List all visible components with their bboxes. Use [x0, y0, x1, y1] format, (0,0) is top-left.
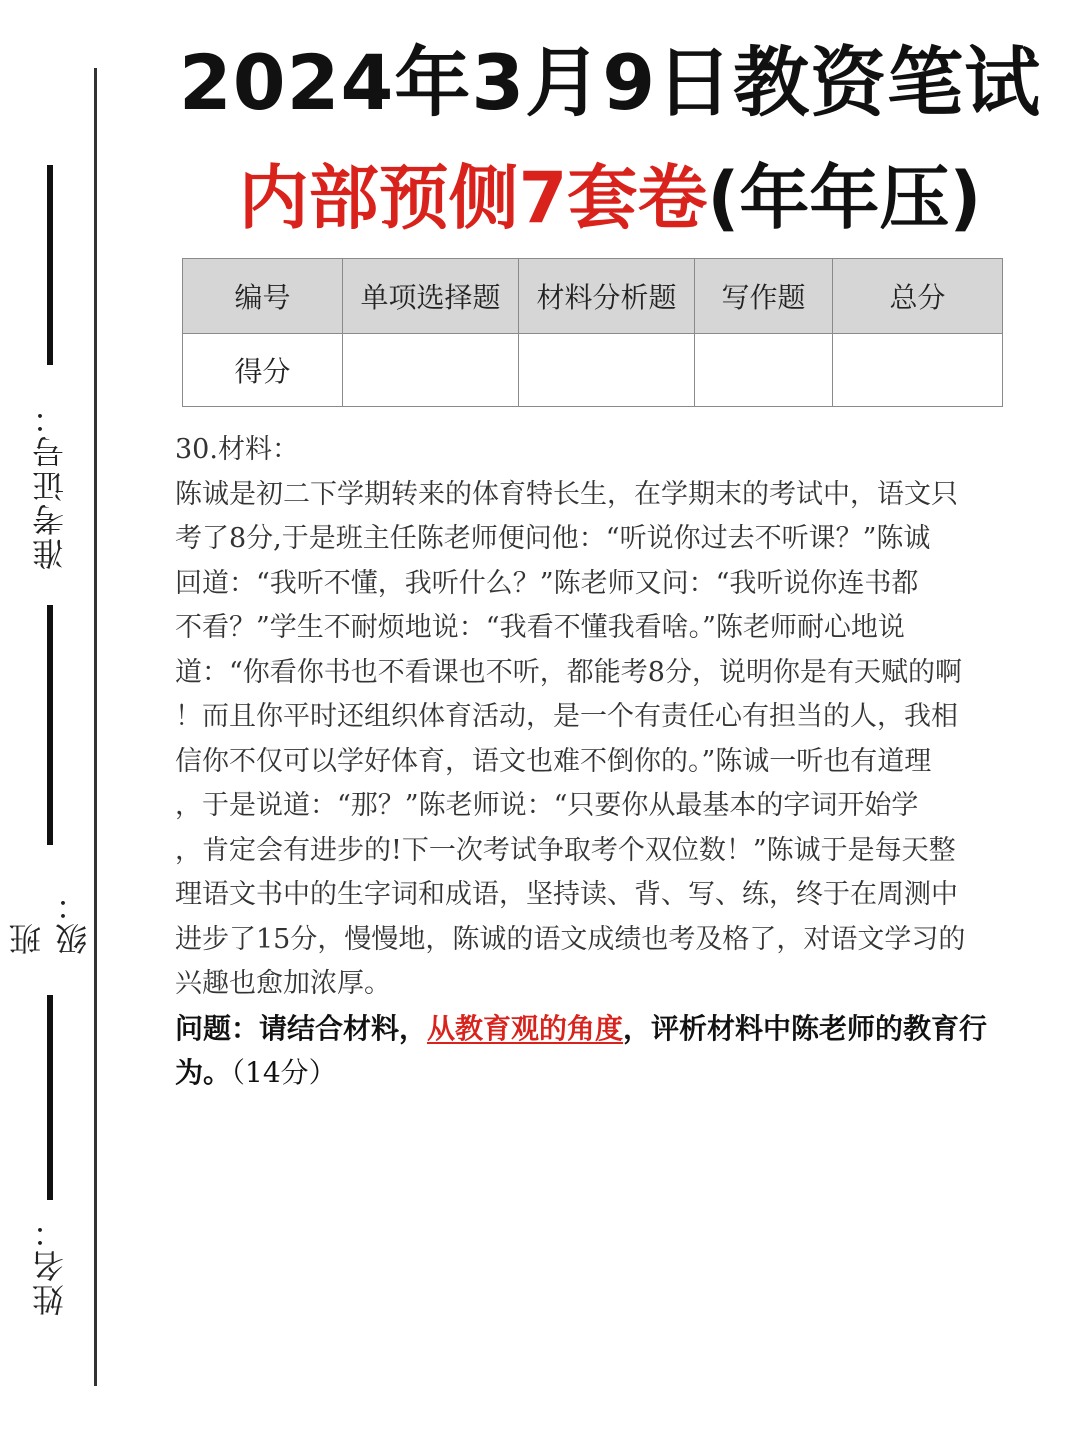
exam-number-field	[20, 160, 80, 580]
subtitle-red: 内部预侧7套卷	[238, 157, 708, 239]
exam-number-label: 准考证号：	[31, 400, 69, 570]
row-label-score: 得分	[183, 334, 343, 407]
material-line: 进步了15分，慢慢地，陈诚的语文成绩也考及格了，对语文学习的	[175, 923, 966, 955]
question-suffix: ，评析材料中陈老师的教育行	[623, 1011, 988, 1045]
score-cell-material-analysis[interactable]	[519, 334, 695, 407]
header-number: 编号	[183, 259, 343, 334]
name-blank-line[interactable]	[47, 995, 53, 1200]
page-title: 2024年3月9日教资笔试	[178, 38, 1042, 127]
material-line: 信你不仅可以学好体育，语文也难不倒你的。”陈诚一听也有道理	[175, 745, 932, 777]
class-field	[8, 605, 92, 955]
material-line: ，于是说道：“那？”陈老师说：“只要你从最基本的字词开始学	[175, 790, 919, 821]
header-material-analysis: 材料分析题	[519, 259, 695, 334]
binding-margin-line	[94, 68, 97, 1386]
score-cell-writing[interactable]	[695, 334, 833, 407]
score-table-header-row	[183, 259, 1003, 334]
class-blank-line[interactable]	[47, 605, 53, 845]
header-single-choice: 单项选择题	[343, 259, 519, 334]
name-field	[20, 995, 80, 1330]
subtitle-black: (年年压)	[707, 157, 982, 239]
question-prompt	[175, 1007, 1035, 1052]
material-line: 回道：“我听不懂，我听什么？”陈老师又问：“我听说你连书都	[175, 567, 919, 599]
score-table	[182, 258, 1003, 407]
header-writing: 写作题	[695, 259, 833, 334]
material-line: 陈诚是初二下学期转来的体育特长生，在学期末的考试中，语文只	[175, 478, 958, 510]
material-line: 不看？”学生不耐烦地说：“我看不懂我看啥。”陈老师耐心地说	[175, 612, 905, 643]
class-label: 班级：	[8, 887, 92, 955]
material-line: ，肯定会有进步的!下一次考试争取考个双位数！”陈诚于是每天整	[175, 834, 956, 866]
score-cell-total[interactable]	[833, 334, 1003, 407]
question-line2: 为。	[175, 1056, 232, 1089]
material-line: 理语文书中的生字词和成语，坚持读、背、写、练，终于在周测中	[175, 879, 958, 910]
question-prompt-line2	[175, 1051, 1035, 1096]
question-score: （14分）	[231, 1056, 337, 1089]
header-total: 总分	[833, 259, 1003, 334]
material-line: 考了8分,于是班主任陈老师便问他：“听说你过去不听课？”陈诚	[175, 523, 931, 554]
material-line: 道：“你看你书也不看课也不听，都能考8分，说明你是有天赋的啊	[175, 656, 962, 688]
question-highlight: 从教育观的角度	[427, 1011, 624, 1045]
material-line: ！而且你平时还组织体育活动，是一个有责任心有担当的人，我相	[175, 701, 958, 732]
page-subtitle	[140, 142, 1080, 243]
exam-number-blank-line[interactable]	[47, 165, 53, 365]
material-line: 兴趣也愈加浓厚。	[175, 968, 391, 999]
score-table-score-row	[183, 334, 1003, 407]
name-label: 姓名：	[31, 1214, 69, 1316]
question-prefix: 问题：请结合材料，	[175, 1011, 428, 1045]
question-content	[175, 428, 1035, 1096]
question-heading: 30.材料：	[175, 434, 299, 465]
score-cell-single-choice[interactable]	[343, 334, 519, 407]
